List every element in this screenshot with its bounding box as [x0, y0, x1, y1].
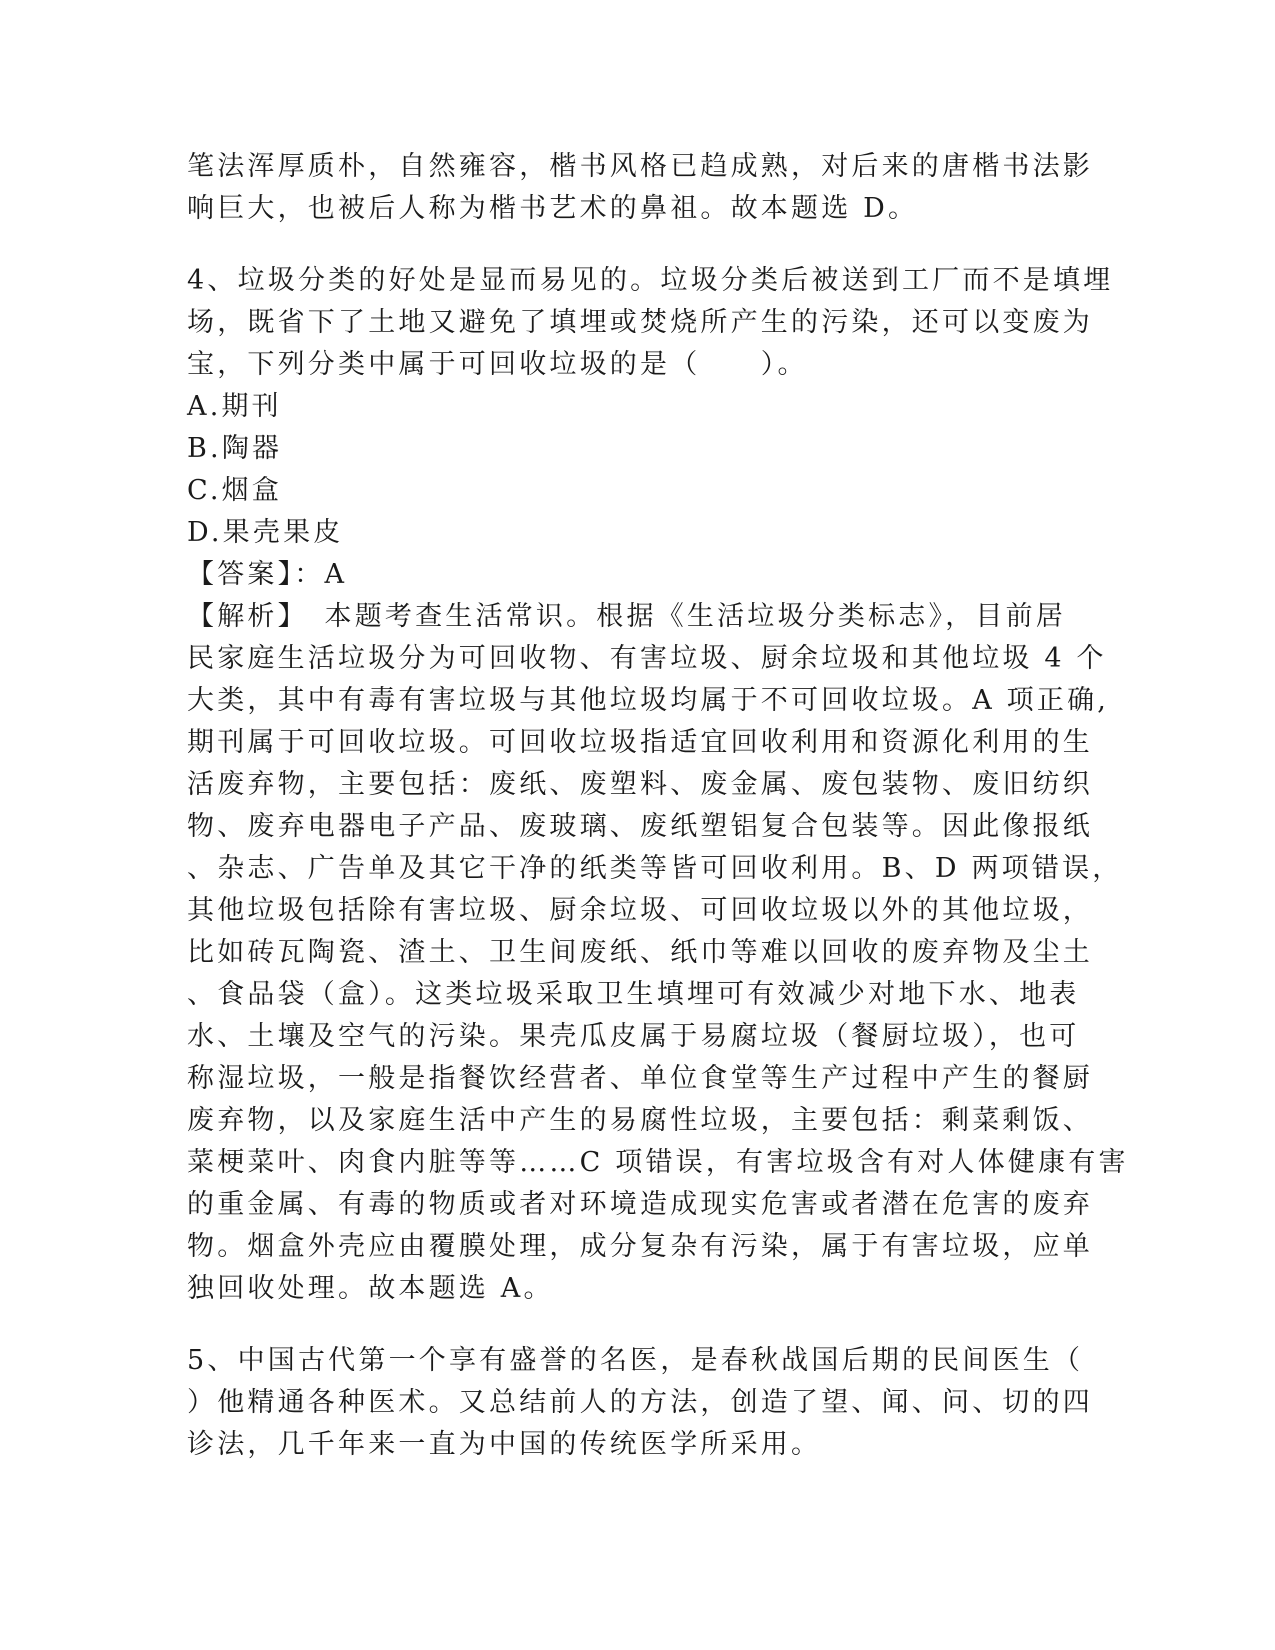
- text-line: 其他垃圾包括除有害垃圾、厨余垃圾、可回收垃圾以外的其他垃圾，: [187, 895, 1093, 926]
- text-line: 物、废弃电器电子产品、废玻璃、废纸塑铝复合包装等。因此像报纸: [187, 811, 1093, 842]
- text-line: 诊法，几千年来一直为中国的传统医学所采用。: [187, 1429, 822, 1460]
- previous-analysis-tail: [187, 146, 1093, 230]
- text-line: 的重金属、有毒的物质或者对环境造成现实危害或者潜在危害的废弃: [187, 1189, 1093, 1220]
- question-4-options: [187, 386, 1087, 554]
- text-line: 响巨大，也被后人称为楷书艺术的鼻祖。故本题选 D。: [187, 193, 919, 224]
- text-line: 称湿垃圾，一般是指餐饮经营者、单位食堂等生产过程中产生的餐厨: [187, 1063, 1093, 1094]
- text-line: 水、土壤及空气的污染。果壳瓜皮属于易腐垃圾（餐厨垃圾），也可: [187, 1021, 1080, 1052]
- question-4-stem: [187, 260, 1114, 386]
- question-4: [187, 260, 1129, 1310]
- text-line: 菜梗菜叶、肉食内脏等等……C 项错误，有害垃圾含有对人体健康有害: [187, 1147, 1129, 1178]
- paragraph-gap: [187, 1310, 1087, 1340]
- text-line: 笔法浑厚质朴，自然雍容，楷书风格已趋成熟，对后来的唐楷书法影: [187, 151, 1093, 182]
- text-line: 废弃物，以及家庭生活中产生的易腐性垃圾，主要包括：剩菜剩饭、: [187, 1105, 1093, 1136]
- question-4-analysis: [187, 596, 1129, 1310]
- question-5: [187, 1340, 1093, 1466]
- option-a: A.期刊: [187, 391, 282, 422]
- text-line: 民家庭生活垃圾分为可回收物、有害垃圾、厨余垃圾和其他垃圾 4 个: [187, 643, 1107, 674]
- text-line: 5、中国古代第一个享有盛誉的名医，是春秋战国后期的民间医生（: [187, 1345, 1084, 1376]
- option-b: B.陶器: [187, 433, 283, 464]
- text-line: 期刊属于可回收垃圾。可回收垃圾指适宜回收利用和资源化利用的生: [187, 727, 1093, 758]
- text-line: 、杂志、广告单及其它干净的纸类等皆可回收利用。B、D 两项错误，: [187, 853, 1123, 884]
- text-line: 物。烟盒外壳应由覆膜处理，成分复杂有污染，属于有害垃圾，应单: [187, 1231, 1093, 1262]
- question-4-answer: 【答案】：A: [187, 559, 348, 590]
- text-line: ）他精通各种医术。又总结前人的方法，创造了望、闻、问、切的四: [187, 1387, 1093, 1418]
- text-line: 比如砖瓦陶瓷、渣土、卫生间废纸、纸巾等难以回收的废弃物及尘土: [187, 937, 1093, 968]
- option-d: D.果壳果皮: [187, 517, 344, 548]
- text-line: 活废弃物，主要包括：废纸、废塑料、废金属、废包装物、废旧纺织: [187, 769, 1093, 800]
- document-page: [187, 146, 1129, 1466]
- text-line: 独回收处理。故本题选 A。: [187, 1273, 554, 1304]
- text-line: 场，既省下了土地又避免了填埋或焚烧所产生的污染，还可以变废为: [187, 307, 1093, 338]
- text-line: 【解析】 本题考查生活常识。根据《生活垃圾分类标志》，目前居: [187, 601, 1066, 632]
- text-line: 4、垃圾分类的好处是显而易见的。垃圾分类后被送到工厂而不是填埋: [187, 265, 1114, 296]
- text-line: 、食品袋（盒）。这类垃圾采取卫生填埋可有效减少对地下水、地表: [187, 979, 1080, 1010]
- text-line: 宝，下列分类中属于可回收垃圾的是（ ）。: [187, 349, 808, 380]
- text-line: 大类，其中有毒有害垃圾与其他垃圾均属于不可回收垃圾。A 项正确,: [187, 685, 1110, 716]
- option-c: C.烟盒: [187, 475, 283, 506]
- paragraph-gap: [187, 230, 1087, 260]
